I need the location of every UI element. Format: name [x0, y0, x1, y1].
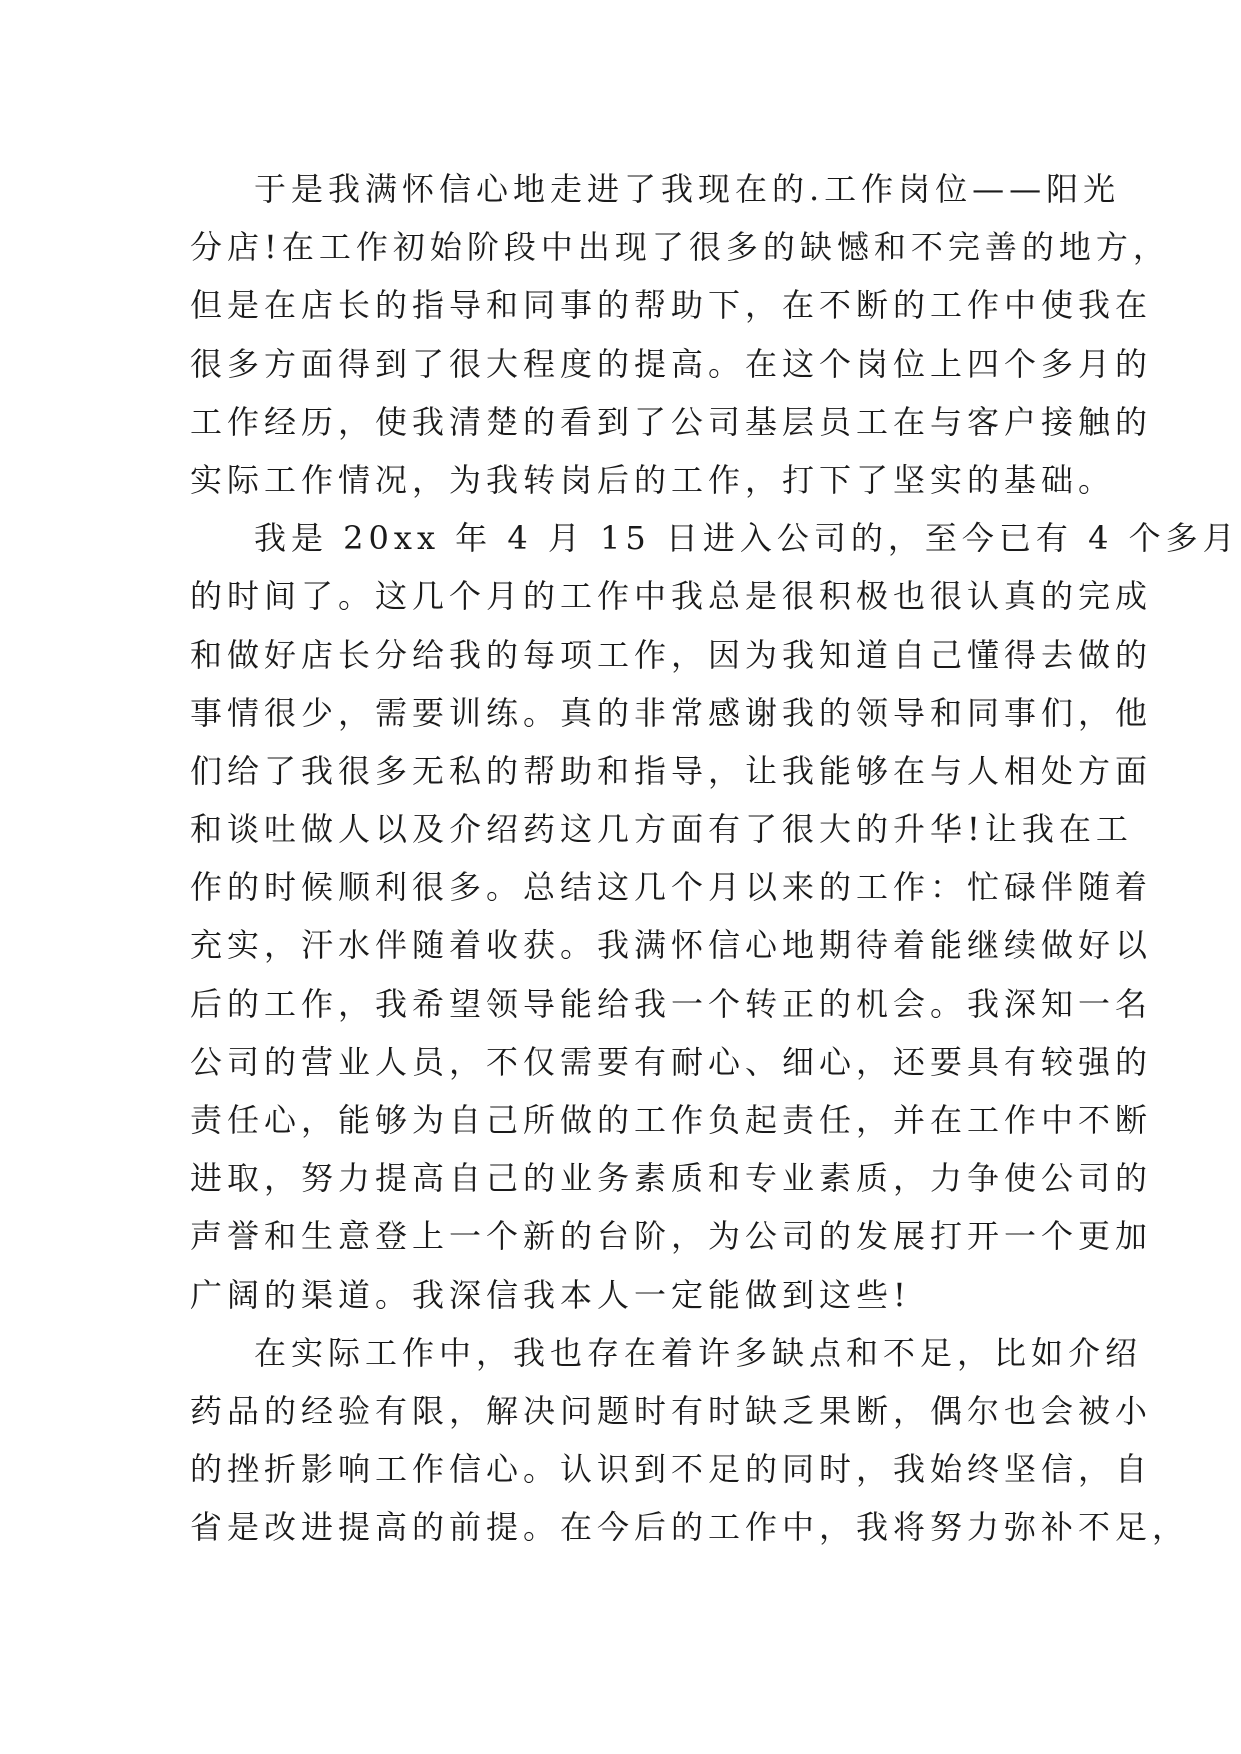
paragraph-line: 我是 20xx 年 4 月 15 日进入公司的，至今已有 4 个多月: [254, 519, 1240, 558]
paragraph-line: 药品的经验有限，解决问题时有时缺乏果断，偶尔也会被小: [190, 1391, 1153, 1430]
paragraph-line: 在实际工作中，我也存在着许多缺点和不足，比如介绍: [254, 1333, 1143, 1372]
paragraph-line: 的时间了。这几个月的工作中我总是很积极也很认真的完成: [190, 577, 1153, 616]
paragraph-line: 工作经历，使我清楚的看到了公司基层员工在与客户接触的: [190, 402, 1153, 441]
paragraph-1: [190, 160, 1170, 509]
paragraph-line: 于是我满怀信心地走进了我现在的.工作岗位——阳光: [254, 170, 1121, 208]
paragraph-2: [190, 509, 1240, 1324]
paragraph-line: 事情很少，需要训练。真的非常感谢我的领导和同事们，他: [190, 693, 1153, 732]
document-body: [190, 160, 1240, 1557]
paragraph-line: 声誉和生意登上一个新的台阶，为公司的发展打开一个更加: [190, 1217, 1153, 1256]
paragraph-line: 省是改进提高的前提。在今后的工作中，我将努力弥补不足，: [190, 1508, 1190, 1547]
paragraph-line: 但是在店长的指导和同事的帮助下，在不断的工作中使我在: [190, 286, 1153, 325]
paragraph-line: 和做好店长分给我的每项工作，因为我知道自己懂得去做的: [190, 635, 1153, 674]
paragraph-line: 公司的营业人员，不仅需要有耐心、细心，还要具有较强的: [190, 1042, 1153, 1081]
paragraph-line: 广阔的渠道。我深信我本人一定能做到这些!: [190, 1275, 911, 1314]
paragraph-line: 很多方面得到了很大程度的提高。在这个岗位上四个多月的: [190, 344, 1153, 383]
paragraph-line: 实际工作情况，为我转岗后的工作，打下了坚实的基础。: [190, 460, 1116, 499]
paragraph-line: 进取，努力提高自己的业务素质和专业素质，力争使公司的: [190, 1159, 1153, 1198]
paragraph-line: 的挫折影响工作信心。认识到不足的同时，我始终坚信，自: [190, 1450, 1153, 1489]
paragraph-line: 责任心，能够为自己所做的工作负起责任，并在工作中不断: [190, 1101, 1153, 1139]
paragraph-line: 后的工作，我希望领导能给我一个转正的机会。我深知一名: [190, 984, 1153, 1023]
paragraph-line: 们给了我很多无私的帮助和指导，让我能够在与人相处方面: [190, 751, 1153, 790]
paragraph-3: [190, 1324, 1190, 1557]
paragraph-line: 分店!在工作初始阶段中出现了很多的缺憾和不完善的地方，: [190, 228, 1170, 267]
paragraph-line: 作的时候顺利很多。总结这几个月以来的工作：忙碌伴随着: [190, 868, 1153, 907]
paragraph-line: 充实，汗水伴随着收获。我满怀信心地期待着能继续做好以: [190, 926, 1153, 965]
paragraph-line: 和谈吐做人以及介绍药这几方面有了很大的升华!让我在工: [190, 810, 1133, 849]
